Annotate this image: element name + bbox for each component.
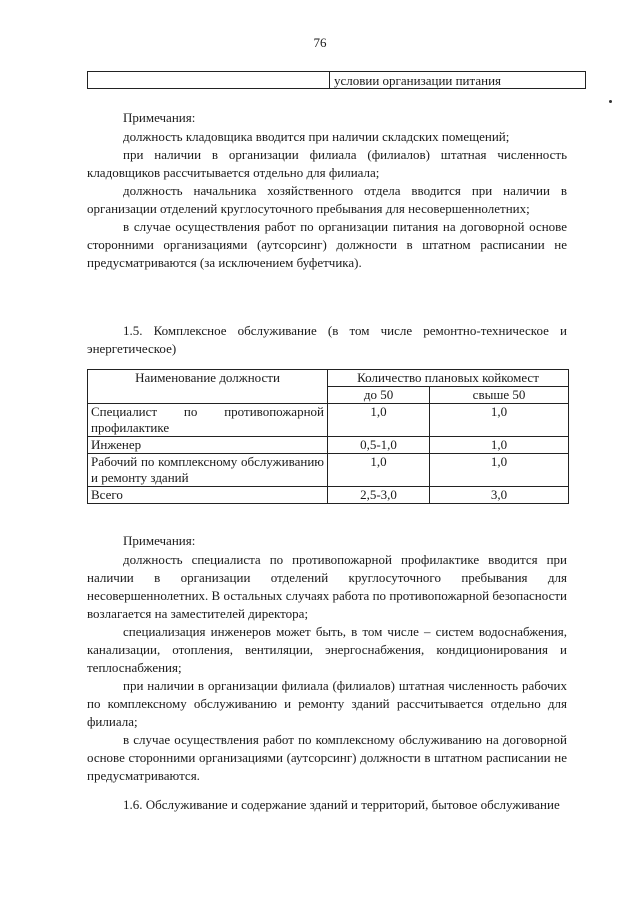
note-paragraph: при наличии в организации филиала (филиалов) штатная численность кладовщиков рассчитывается отдельно для филиала; — [87, 147, 567, 180]
row-value-b: 1,0 — [430, 454, 569, 487]
continuation-table — [87, 71, 586, 89]
table-row — [88, 404, 569, 437]
staffing-table — [87, 369, 569, 504]
notes-title-2: Примечания: — [123, 533, 196, 548]
row-value-b: 3,0 — [430, 487, 569, 504]
row-value-a: 0,5-1,0 — [328, 437, 430, 454]
row-value-b: 1,0 — [430, 437, 569, 454]
row-name: Рабочий по комплексному обслуживанию и ремонту зданий — [88, 454, 328, 487]
scan-speck — [609, 100, 612, 103]
page-number: 76 — [313, 35, 327, 50]
row-value-a: 1,0 — [328, 404, 430, 437]
col-header-over-50: свыше 50 — [430, 387, 569, 404]
note-paragraph: в случае осуществления работ по комплексному обслуживанию на договорной основе сторонними организациями (аутсорсинг) должности в штатном расписании не предусматриваются. — [87, 732, 567, 783]
section-heading-1-5 — [87, 322, 567, 358]
table-row — [88, 437, 569, 454]
row-name: Инженер — [88, 437, 328, 454]
note-paragraph: должность специалиста по противопожарной профилактике вводится при наличии в организации отделений круглосуточного пребывания для несовершеннолетних. В остальных случаях работа по противопожарной безопасности возлагается на заместителей директора; — [87, 552, 567, 621]
note-paragraph: в случае осуществления работ по организации питания на договорной основе сторонними организациями (аутсорсинг) должности в штатном расписании не предусматриваются (за исключением буфетчика). — [87, 219, 567, 270]
row-value-a: 1,0 — [328, 454, 430, 487]
row-value-b: 1,0 — [430, 404, 569, 437]
notes-block-1 — [87, 128, 567, 272]
note-paragraph: специализация инженеров может быть, в том числе – систем водоснабжения, канализации, отопления, вентиляции, энергоснабжения, кондиционирования и теплоснабжения; — [87, 624, 567, 675]
note-paragraph: при наличии в организации филиала (филиалов) штатная численность рабочих по комплексному обслуживанию и ремонту зданий рассчитывается отдельно для филиала; — [87, 678, 567, 729]
note-paragraph: должность кладовщика вводится при наличии складских помещений; — [123, 129, 510, 144]
note-paragraph: должность начальника хозяйственного отдела вводится при наличии в организации отделений круглосуточного пребывания для несовершеннолетних; — [87, 183, 567, 216]
section-heading-text: 1.5. Комплексное обслуживание (в том числе ремонтно-техническое и энергетическое) — [87, 323, 567, 356]
notes-title-1: Примечания: — [123, 110, 196, 125]
continuation-cell-right: условии организации питания — [330, 72, 586, 89]
row-value-a: 2,5-3,0 — [328, 487, 430, 504]
continuation-cell-left — [88, 72, 330, 89]
row-name: Всего — [88, 487, 328, 504]
col-header-up-to-50: до 50 — [328, 387, 430, 404]
section-heading-text: 1.6. Обслуживание и содержание зданий и территорий, бытовое обслуживание — [123, 797, 560, 812]
row-name: Специалист по противопожарной профилактике — [88, 404, 328, 437]
col-header-position: Наименование должности — [88, 370, 328, 404]
table-row — [88, 487, 569, 504]
notes-block-2 — [87, 551, 567, 785]
section-heading-1-6 — [87, 796, 567, 814]
table-row — [88, 454, 569, 487]
col-header-count: Количество плановых койкомест — [328, 370, 569, 387]
